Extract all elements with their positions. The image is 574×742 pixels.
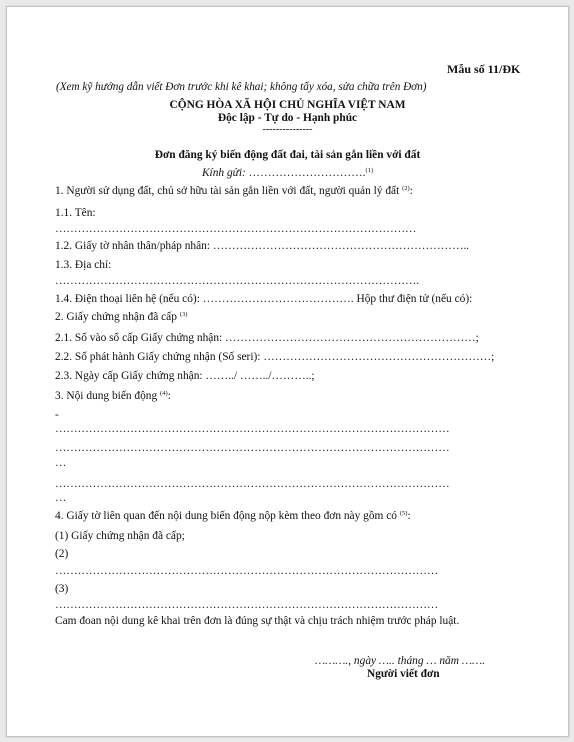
attachment-2-label: (2) [55,548,69,560]
attachment-1: (1) Giấy chứng nhận đã cấp; [55,530,185,542]
section3-heading-text: 3. Nội dung biến động [55,390,161,402]
contact-field[interactable]: 1.4. Điện thoại liên hệ (nếu có): …………………………………. Hộp thư điện tử (nếu có): [55,293,473,305]
section2-heading-text: 2. Giấy chứng nhận đã cấp [55,311,180,323]
section2-heading [55,310,187,325]
section1-note: (2) [402,185,410,192]
name-field[interactable]: …………………………………………………………………………………… [55,223,417,235]
change-field-2-cont[interactable]: … [55,457,67,469]
change-dash: - [55,409,59,421]
change-field-2[interactable]: …………………………………………………………………………………………… [55,442,450,454]
section3-heading-end: : [167,390,171,402]
section4-heading-end: : [407,510,411,522]
national-title: CỘNG HÒA XÃ HỘI CHỦ NGHĨA VIỆT NAM [169,99,406,111]
recipient-note: (1) [365,167,374,174]
attachment-2-field[interactable]: ………………………………………………………………………………………… [55,565,439,577]
signer-label: Người viết đơn [367,668,440,680]
id-field[interactable]: 1.2. Giấy tờ nhân thân/pháp nhân: ………………………………………………………….. [55,240,470,252]
attachment-3-field[interactable]: ………………………………………………………………………………………… [55,599,439,611]
section2-note: (3) [179,311,188,318]
form-page [6,6,569,737]
form-title: Đơn đăng ký biến động đất đai, tài sản gắn liền với đất [154,149,421,161]
pledge-text: Cam đoan nội dung kê khai trên đơn là đúng sự thật và chịu trách nhiệm trước pháp luật. [55,615,460,627]
change-field-3[interactable]: …………………………………………………………………………………………… [55,478,450,490]
issue-number-field[interactable]: 2.1. Số vào sổ cấp Giấy chứng nhận: …………………………………………………………; [55,332,479,344]
issue-date-field[interactable]: 2.3. Ngày cấp Giấy chứng nhận: ……../ ……../………..; [55,370,315,382]
instruction-note: (Xem kỹ hướng dẫn viết Đơn trước khi kê khai; không tẩy xóa, sửa chữa trên Đơn) [56,81,427,93]
section3-note: (4) [160,390,168,397]
recipient-field[interactable]: …………………………. [248,167,366,179]
section1-heading [55,184,413,199]
address-label: 1.3. Địa chỉ: [55,259,112,271]
recipient-label: Kính gửi: [201,167,249,179]
section4-heading [55,509,411,524]
address-field[interactable]: ……………………………………………………………………………………. [55,275,420,287]
section4-note: (5) [399,510,408,517]
attachment-3-label: (3) [55,583,69,595]
motto: Độc lập - Tự do - Hạnh phúc [217,112,358,124]
place-date-field[interactable]: ………., ngày ….. tháng … năm ……. [315,655,485,667]
serial-field[interactable]: 2.2. Số phát hành Giấy chứng nhận (Số seri): ……………………………………………………; [55,351,495,363]
change-field-1[interactable]: …………………………………………………………………………………………… [55,423,450,435]
change-field-3-cont[interactable]: … [55,492,67,504]
section1-heading-text: 1. Người sử dụng đất, chủ sở hữu tài sản gắn liền với đất, người quản lý đất [55,185,403,197]
section4-heading-text: 4. Giấy tờ liên quan đến nội dung biến động nộp kèm theo đơn này gồm có [55,510,400,522]
section1-heading-end: : [409,185,413,197]
name-label: 1.1. Tên: [55,207,96,219]
motto-rule: --------------- [262,124,313,135]
form-number: Mẫu số 11/ĐK [447,62,521,76]
section3-heading [55,389,171,404]
recipient-line [7,166,568,181]
